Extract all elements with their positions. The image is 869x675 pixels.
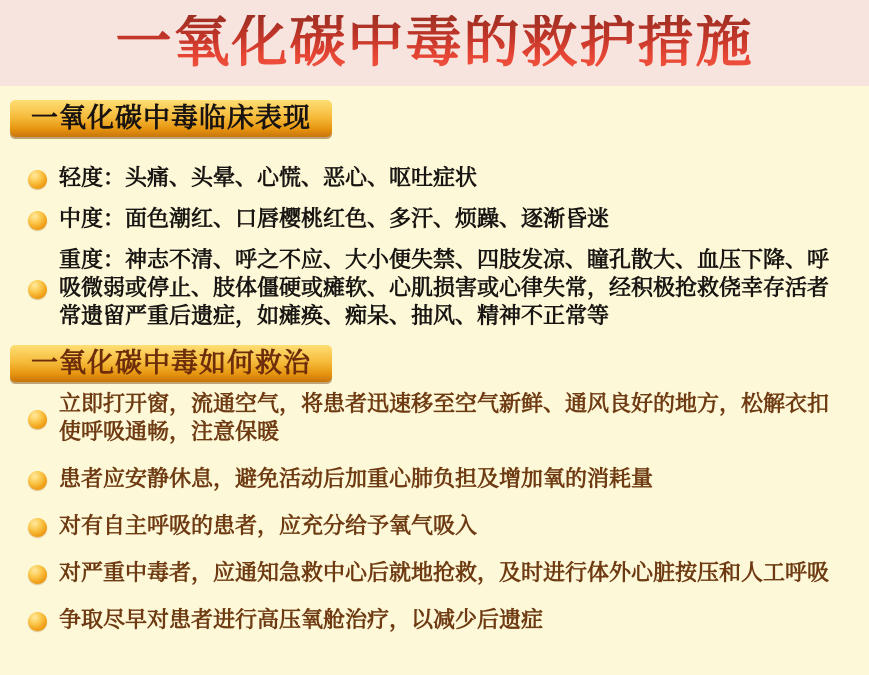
clinical-section-heading-badge: 一氧化碳中毒临床表现 xyxy=(10,100,332,137)
bullet-dot-icon xyxy=(28,211,47,230)
poster-banner xyxy=(0,0,869,86)
poster-content xyxy=(0,86,869,635)
section-clinical-manifestations xyxy=(10,100,847,331)
list-item xyxy=(28,607,847,635)
bullet-dot-icon xyxy=(28,471,47,490)
treatment-section-heading-badge: 一氧化碳中毒如何救治 xyxy=(10,345,332,382)
bullet-dot-icon xyxy=(28,518,47,537)
list-item xyxy=(28,247,847,331)
bullet-dot-icon xyxy=(28,410,47,429)
section-treatment-measures xyxy=(10,345,847,635)
list-item-text: 对有自主呼吸的患者，应充分给予氧气吸入 xyxy=(59,514,478,539)
bullet-dot-icon xyxy=(28,612,47,631)
list-item xyxy=(28,560,847,588)
list-item xyxy=(28,513,847,541)
list-item xyxy=(28,206,847,234)
list-item xyxy=(28,466,847,494)
bullet-dot-icon xyxy=(28,170,47,189)
list-item-text: 患者应安静休息，避免活动后加重心肺负担及增加氧的消耗量 xyxy=(59,467,654,492)
list-item-text: 立即打开窗，流通空气，将患者迅速移至空气新鲜、通风良好的地方，松解衣扣使呼吸通畅，注意保暖 xyxy=(59,392,830,445)
bullet-dot-icon xyxy=(28,565,47,584)
treatment-items-list xyxy=(10,391,847,635)
clinical-items-list xyxy=(10,165,847,331)
list-item-text: 争取尽早对患者进行高压氧舱治疗，以减少后遗症 xyxy=(59,608,544,633)
list-item-text: 中度：面色潮红、口唇樱桃红色、多汗、烦躁、逐渐昏迷 xyxy=(59,207,610,232)
list-item xyxy=(28,165,847,193)
poster-title: 一氧化碳中毒的救护措施 xyxy=(115,10,754,75)
list-item-text: 重度：神志不清、呼之不应、大小便失禁、四肢发凉、瞳孔散大、血压下降、呼吸微弱或停止、肢体僵硬或瘫软、心肌损害或心律失常，经积极抢救侥幸存活者常遗留严重后遗症，如瘫痪、痴呆、抽风、精神不正常等 xyxy=(59,248,830,329)
list-item-text: 轻度：头痛、头晕、心慌、恶心、呕吐症状 xyxy=(59,166,478,191)
list-item-text: 对严重中毒者，应通知急救中心后就地抢救，及时进行体外心脏按压和人工呼吸 xyxy=(59,561,830,586)
list-item xyxy=(28,391,847,447)
bullet-dot-icon xyxy=(28,280,47,299)
